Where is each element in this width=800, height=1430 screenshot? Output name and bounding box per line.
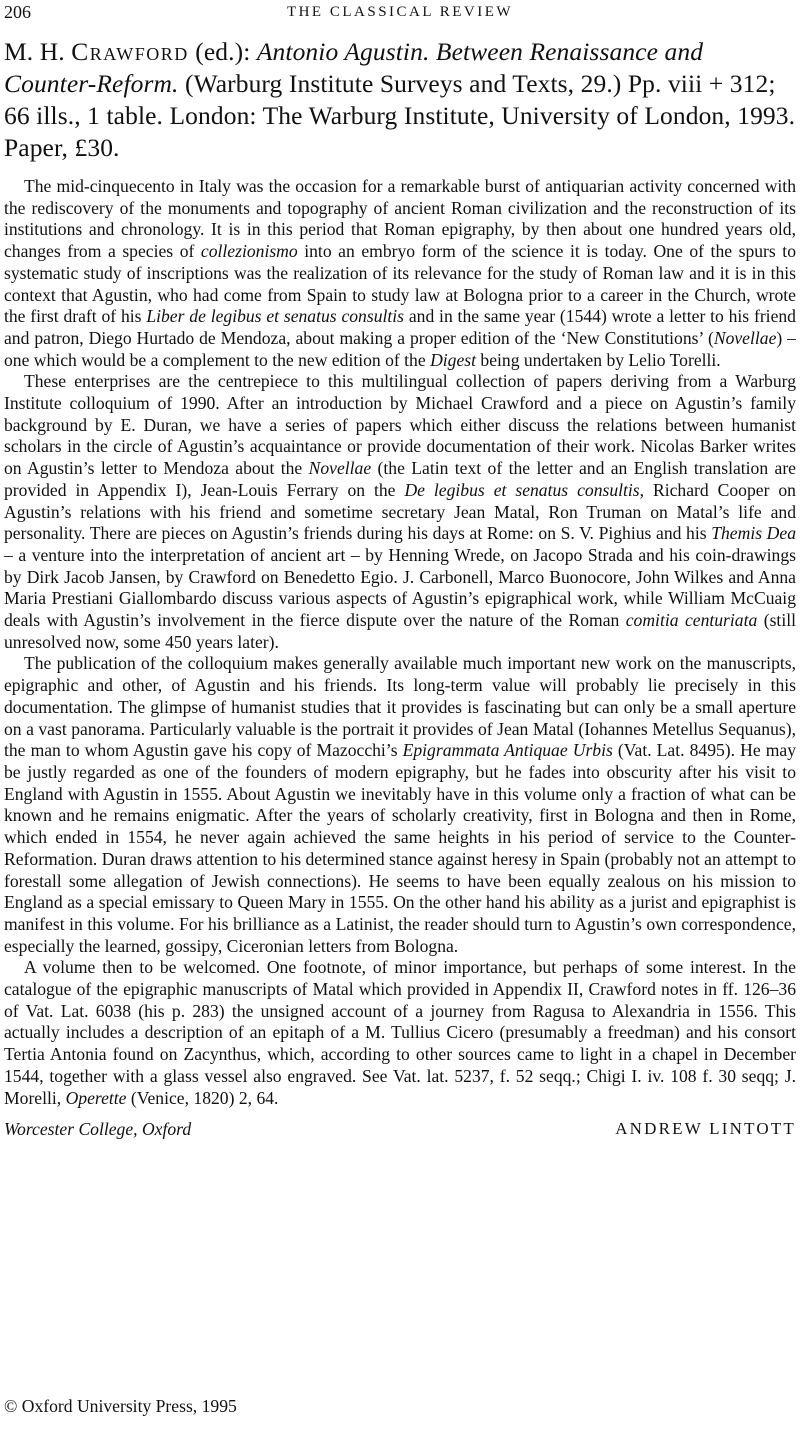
italic-text: Epigrammata Antiquae Urbis (402, 740, 613, 761)
reviewer-affiliation: Worcester College, Oxford (4, 1119, 192, 1140)
italic-text: comitia centuriata (625, 610, 758, 631)
text-run: into an embryo form of the science it is today. One of the spurs to systematic study of inscriptions was the realization of its relevance for the study of Roman law and it is in this context that Agustin, who had come from Spain to study law at Bologna prior to a career in the Church, wrote the first draft of his (4, 241, 796, 327)
review-heading (4, 36, 796, 164)
text-run: , Richard Cooper on Agustin’s relations with his friend and sometime secretary Jean Matal, Ron Truman on Matal’s life and personality. There are pieces on Agustin’s friends during his days at Rome: on S. V. Pighius and his (4, 479, 796, 544)
text-run: being undertaken by Lelio Torelli. (476, 349, 721, 370)
italic-text: Novellae (713, 327, 777, 348)
reviewer-name: ANDREW LINTOTT (615, 1119, 796, 1139)
page-number: 206 (4, 2, 31, 22)
text-run: (Vat. Lat. 8495). He may be justly regarded as one of the founders of modern epigraphy, but he fades into obscurity after his visit to England with Agustin in 1555. About Agustin we inevitably have in this volume only a fraction of what can be known and he remains enigmatic. After the years of scholarly creativity, first in Bologna and then in Rome, which ended in 1554, he never again achieved the same heights in his period of service to the Counter-Reformation. Duran draws attention to his determined stance against heresy in Spain (probably not an attempt to forestall some allegation of Jewish connections). He seems to have been equally zealous on his mission to England as a special emissary to Queen Mary in 1555. On the other hand his ability as a jurist and epigraphist is manifest in this volume. For his brilliance as a Latinist, the reader should turn to Agustin’s own correspondence, especially the learned, gossipy, Ciceronian letters from Bologna. (4, 740, 797, 956)
running-head (4, 0, 796, 30)
text-run: These enterprises are the centrepiece to this multilingual collection of papers deriving from a Warburg Institute colloquium of 1990. After an introduction by Michael Crawford and a piece on Agustin’s family background by E. Duran, we have a series of papers which either discuss the relations between humanist scholars in the circle of Agustin’s acquaintance or provide documentation of their work. Nicolas Barker writes on Agustin’s letter to Mendoza about the (4, 371, 796, 479)
text-run: and in the same year (1544) wrote a letter to his friend and patron, Diego Hurtado de Mendoza, about making a proper edition of the ‘New Constitutions’ ( (4, 306, 796, 348)
italic-text: Liber de legibus et senatus consultis (146, 306, 405, 327)
book-title: Antonio Agustin. Between Renaissance and Counter-Reform. (4, 37, 704, 98)
journal-page (4, 0, 796, 1145)
editor-surname: Crawford (71, 37, 189, 66)
body-paragraph (4, 957, 796, 1109)
italic-text: collezionismo (200, 241, 298, 262)
editor-note: (ed.): (195, 37, 251, 66)
review-body (4, 176, 796, 1109)
book-details: (Warburg Institute Surveys and Texts, 29.) Pp. viii + 312; 66 ills., 1 table. London: The Warburg Institute, University of London, 1993. Paper, £30. (4, 69, 796, 162)
italic-text: Operette (65, 1087, 127, 1108)
text-run: The mid-cinquecento in Italy was the occasion for a remarkable burst of antiquarian activity concerned with the rediscovery of the monuments and topography of ancient Roman civilization and the reconstruction of its institutions and chronology. It is in this period that Roman epigraphy, by then about one hundred years old, changes from a species of (4, 176, 796, 262)
text-run: (the Latin text of the letter and an English translation are provided in Appendix I), Jean-Louis Ferrary on the (4, 458, 796, 500)
signature-line (4, 1119, 796, 1145)
body-paragraph (4, 371, 796, 653)
journal-title: THE CLASSICAL REVIEW (286, 4, 514, 20)
copyright-notice: © Oxford University Press, 1995 (4, 1396, 237, 1416)
body-paragraph (4, 653, 796, 957)
text-run: A volume then to be welcomed. One footnote, of minor importance, but perhaps of some interest. In the catalogue of the epigraphic manuscripts of Matal which provided in Appendix II, Crawford notes in ff. 126–36 of Vat. Lat. 6038 (his p. 283) the unsigned account of a journey from Ragusa to Alexandria in 1556. This actually includes a description of an epitaph of a M. Tullius Cicero (presumably a freedman) and his consort Tertia Antonia found on Zacynthus, which, according to other sources came to light in a chapel in December 1544, together with a glass vessel also engraved. See Vat. lat. 5237, f. 52 seqq.; Chigi I. iv. 108 f. 30 seqq; J. Morelli, (4, 957, 796, 1108)
italic-text: De legibus et senatus consultis (404, 479, 640, 500)
italic-text: Novellae (308, 458, 372, 479)
text-run: – a venture into the interpretation of ancient art – by Henning Wrede, on Jacopo Strada and his coin-drawings by Dirk Jacob Jansen, by Crawford on Benedetto Egio. J. Carbonell, Marco Buonocore, John Wilkes and Anna Maria Prestiani Giallombardo discuss various aspects of Agustin’s epigraphical work, while William McCuaig deals with Agustin’s involvement in the fierce dispute over the nature of the Roman (4, 544, 796, 631)
text-run: (still unresolved now, some 450 years later). (4, 610, 796, 652)
text-run: ) – one which would be a complement to the new edition of the (4, 327, 796, 370)
editor-initials: M. H. (4, 37, 65, 66)
italic-text: Themis Dea (711, 523, 796, 544)
text-run: (Venice, 1820) 2, 64. (126, 1087, 279, 1108)
body-paragraph (4, 176, 796, 371)
italic-text: Digest (430, 349, 476, 370)
text-run: The publication of the colloquium makes generally available much important new work on the manuscripts, epigraphic and other, of Agustin and his friends. Its long-term value will probably lie precisely in this documentation. The glimpse of humanist studies that it provides is fascinating but can only be a small aperture on a vast panorama. Particularly valuable is the portrait it provides of Jean Matal (Iohannes Metellus Sequanus), the man to whom Agustin gave his copy of Mazocchi’s (4, 653, 796, 761)
